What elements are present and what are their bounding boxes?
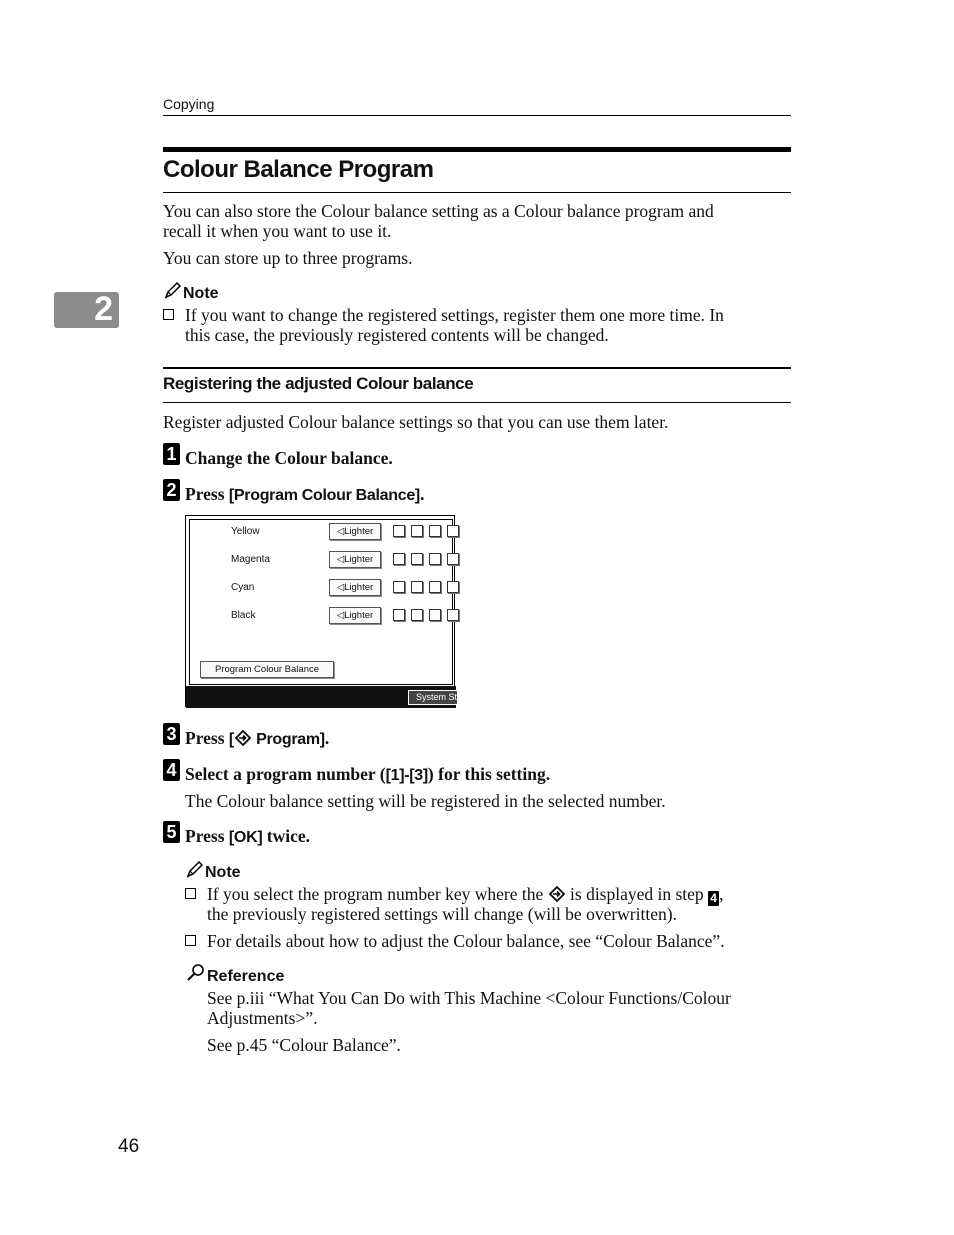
step-2-text: Press [Program Colour Balance]. bbox=[185, 484, 425, 504]
note2-checkbox-icon bbox=[185, 933, 196, 951]
note1-line-2: this case, the previously registered contents will be changed. bbox=[185, 325, 609, 345]
running-header: Copying bbox=[163, 96, 215, 112]
cyan-level-box[interactable] bbox=[393, 581, 405, 593]
reference-heading bbox=[185, 963, 284, 986]
yellow-level-box[interactable] bbox=[393, 525, 405, 537]
step-4-number: 4 bbox=[163, 759, 180, 781]
magnifier-icon bbox=[185, 963, 207, 983]
reference-line-3: See p.45 “Colour Balance”. bbox=[207, 1035, 401, 1055]
magenta-level-box[interactable] bbox=[447, 553, 459, 565]
program-colour-balance-key: [Program Colour Balance] bbox=[228, 487, 420, 504]
note2-heading-label: Note bbox=[205, 864, 241, 881]
note1-line-1: If you want to change the registered settings, register them one more time. In bbox=[185, 305, 724, 325]
reference-heading-label: Reference bbox=[207, 968, 285, 985]
step-4-reference: 4 bbox=[708, 891, 719, 906]
program-key: Program] bbox=[251, 731, 325, 748]
black-level-box[interactable] bbox=[411, 609, 423, 621]
yellow-lighter-button[interactable]: ◁Lighter bbox=[329, 523, 381, 540]
note-checkbox-icon bbox=[163, 307, 174, 325]
black-lighter-button[interactable]: ◁Lighter bbox=[329, 607, 381, 624]
pencil-icon bbox=[185, 861, 205, 879]
note-heading bbox=[163, 282, 219, 303]
control-panel-screenshot bbox=[185, 515, 475, 707]
title-rule bbox=[163, 192, 791, 193]
subsection-intro: Register adjusted Colour balance settings so that you can use them later. bbox=[163, 412, 669, 432]
reference-line-2: Adjustments>”. bbox=[207, 1008, 318, 1028]
pencil-icon bbox=[163, 282, 183, 300]
subsection-bottom-rule bbox=[163, 402, 791, 403]
magenta-level-box[interactable] bbox=[411, 553, 423, 565]
subsection-title: Registering the adjusted Colour balance bbox=[163, 374, 474, 393]
step-5-number: 5 bbox=[163, 821, 180, 843]
chapter-number: 2 bbox=[94, 290, 113, 328]
magenta-level-box[interactable] bbox=[393, 553, 405, 565]
step-5-text: Press [OK] twice. bbox=[185, 826, 310, 846]
cyan-level-box[interactable] bbox=[411, 581, 423, 593]
magenta-lighter-button[interactable]: ◁Lighter bbox=[329, 551, 381, 568]
intro-paragraph-2: You can store up to three programs. bbox=[163, 248, 413, 268]
subsection-top-rule bbox=[163, 367, 791, 369]
note2-checkbox-icon bbox=[185, 886, 196, 904]
step-2-number: 2 bbox=[163, 479, 180, 501]
yellow-level-box[interactable] bbox=[411, 525, 423, 537]
cyan-lighter-button[interactable]: ◁Lighter bbox=[329, 579, 381, 596]
cyan-level-box[interactable] bbox=[429, 581, 441, 593]
black-level-box[interactable] bbox=[429, 609, 441, 621]
program-star-icon bbox=[234, 730, 252, 746]
note2-item2: For details about how to adjust the Colour balance, see “Colour Balance”. bbox=[207, 931, 725, 951]
page-number: 46 bbox=[118, 1136, 140, 1157]
header-rule bbox=[163, 115, 791, 116]
black-level-box[interactable] bbox=[393, 609, 405, 621]
note2-item1-line-2: the previously registered settings will change (will be overwritten). bbox=[207, 904, 677, 924]
screen-panel bbox=[189, 519, 453, 685]
yellow-level-box[interactable] bbox=[429, 525, 441, 537]
magenta-level-box[interactable] bbox=[429, 553, 441, 565]
ok-key: [OK] bbox=[228, 829, 263, 846]
row-label-black: Black bbox=[231, 610, 256, 621]
step-1-number: 1 bbox=[163, 443, 180, 465]
note2-heading bbox=[185, 861, 241, 882]
intro-line-1: You can also store the Colour balance setting as a Colour balance program and bbox=[163, 201, 714, 221]
note-heading-label: Note bbox=[183, 285, 219, 302]
black-level-box[interactable] bbox=[447, 609, 459, 621]
title-bar bbox=[163, 147, 791, 152]
row-label-yellow: Yellow bbox=[231, 526, 260, 537]
step-4-text: Select a program number ([1]-[3]) for this setting. bbox=[185, 764, 551, 784]
program-star-icon bbox=[548, 886, 566, 902]
system-status-button[interactable]: System Status bbox=[408, 690, 458, 705]
row-label-cyan: Cyan bbox=[231, 582, 255, 593]
step-1-text: Change the Colour balance. bbox=[185, 448, 393, 468]
program-colour-balance-button[interactable]: Program Colour Balance bbox=[200, 661, 334, 678]
step-3-number: 3 bbox=[163, 723, 180, 745]
program-number-keys: [1]-[3] bbox=[385, 767, 428, 784]
reference-line-1: See p.iii “What You Can Do with This Machine <Colour Functions/Colour bbox=[207, 988, 731, 1008]
screen-status-bar bbox=[186, 686, 475, 708]
row-label-magenta: Magenta bbox=[231, 554, 270, 565]
page-title: Colour Balance Program bbox=[163, 156, 434, 183]
step-3-text: Press [ Program]. bbox=[185, 728, 330, 748]
intro-line-2: recall it when you want to use it. bbox=[163, 221, 392, 241]
step-4-detail: The Colour balance setting will be registered in the selected number. bbox=[185, 791, 666, 811]
note2-item1-line-1: If you select the program number key where the is displayed in step 4 , bbox=[207, 884, 724, 905]
cyan-level-box[interactable] bbox=[447, 581, 459, 593]
yellow-level-box[interactable] bbox=[447, 525, 459, 537]
